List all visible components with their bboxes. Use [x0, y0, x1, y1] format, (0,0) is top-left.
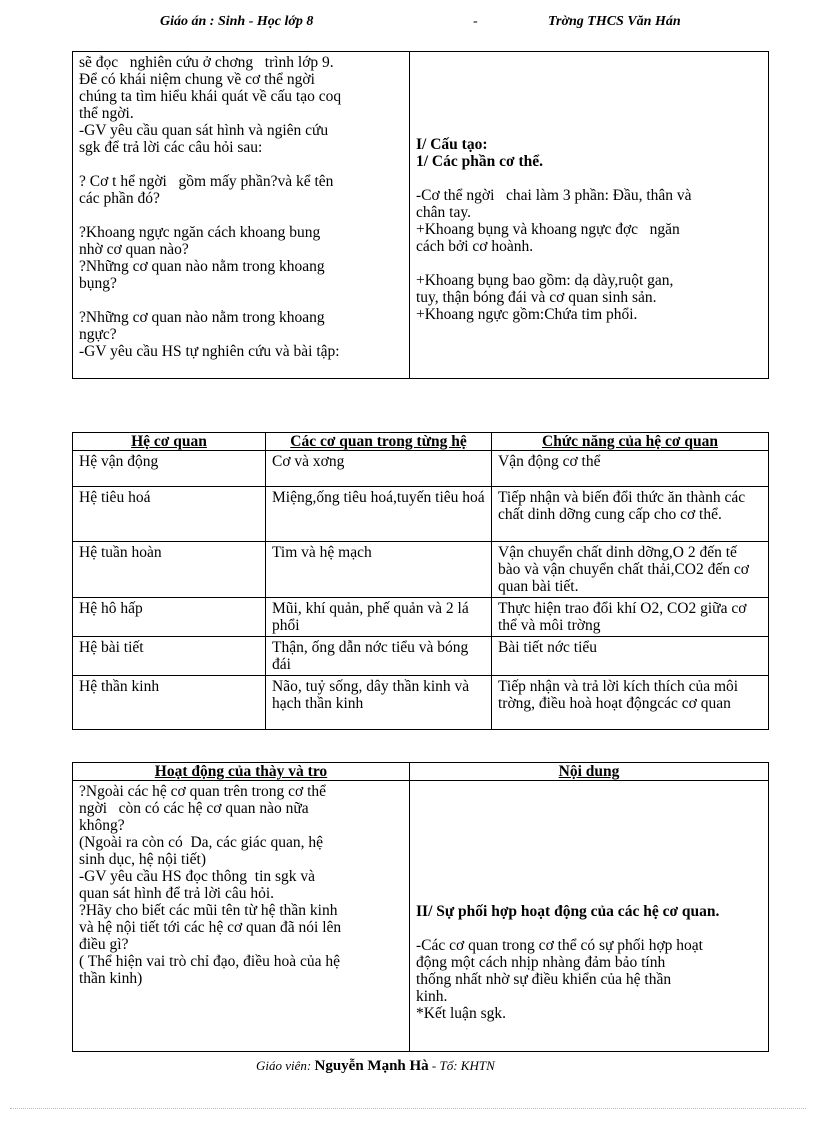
- system-cell: Hệ vận động: [73, 451, 266, 487]
- organs-cell: Thận, ống dẫn nớc tiểu và bóng đái: [266, 637, 492, 676]
- table-row: [73, 598, 769, 637]
- text-line: ngực?: [79, 326, 117, 343]
- organs-cell: Mũi, khí quản, phế quản và 2 lá phổi: [266, 598, 492, 637]
- system-cell: Hệ tuần hoàn: [73, 542, 266, 598]
- text-line: thể ngời.: [79, 105, 134, 122]
- function-cell: Thực hiện trao đổi khí O2, CO2 giữa cơ thể và môi trờng: [492, 598, 769, 637]
- text-line: Để có khái niệm chung về cơ thể ngời: [79, 71, 315, 88]
- table-row: [73, 637, 769, 676]
- text-line: -GV yêu cầu quan sát hình và ngiên cứu: [79, 122, 329, 139]
- text-line: ? Cơ t hể ngời gồm mấy phần?và kể tên: [79, 173, 334, 190]
- footer-dept: - Tổ: KHTN: [431, 1058, 495, 1073]
- text-line: +Khoang bụng bao gồm: dạ dày,ruột gan,: [416, 272, 674, 289]
- teacher-name: Nguyễn Mạnh Hà: [314, 1058, 429, 1074]
- text-line: kinh.: [416, 988, 448, 1005]
- text-line: sinh dục, hệ nội tiết): [79, 851, 206, 868]
- col-header-activities: Hoạt động của thày và tro: [73, 763, 410, 781]
- footer: [256, 1058, 495, 1075]
- text-line: [79, 156, 403, 173]
- text-line: ngời còn có các hệ cơ quan nào nữa: [79, 800, 309, 817]
- text-line: [79, 207, 403, 224]
- text-line: không?: [79, 817, 125, 834]
- text-line: thống nhất nhờ sự điều khiển của hệ thần: [416, 971, 672, 988]
- text-line: sẽ đọc nghiên cứu ở chơng trình lớp 9.: [79, 54, 334, 71]
- text-line: cách bởi cơ hoành.: [416, 238, 534, 255]
- organs-cell: Não, tuỷ sống, dây thần kinh và hạch thần kinh: [266, 676, 492, 730]
- text-line: chúng ta tìm hiểu khái quát về cấu tạo coq: [79, 88, 342, 105]
- text-line: điều gì?: [79, 936, 129, 953]
- content-cell: [410, 52, 769, 379]
- text-line: [79, 292, 403, 309]
- page-bottom-border: [10, 1108, 806, 1109]
- text-line: -GV yêu cầu HS tự nghiên cứu và bài tập:: [79, 343, 340, 360]
- col-header-function: Chức năng của hệ cơ quan: [492, 433, 769, 451]
- text-line: +Khoang ngực gồm:Chứa tim phổi.: [416, 306, 638, 323]
- text-line: ?Ngoài các hệ cơ quan trên trong cơ thể: [79, 783, 327, 800]
- header-subject: Giáo án : Sinh - Học lớp 8: [160, 14, 314, 29]
- text-line: các phần đó?: [79, 190, 160, 207]
- teacher-activities-text: [79, 783, 403, 987]
- text-line: *Kết luận sgk.: [416, 1005, 506, 1022]
- system-cell: Hệ bài tiết: [73, 637, 266, 676]
- text-line: động một cách nhịp nhàng đảm bảo tính: [416, 954, 666, 971]
- organs-cell: Miệng,ống tiêu hoá,tuyến tiêu hoá: [266, 487, 492, 542]
- organs-cell: Cơ và xơng: [266, 451, 492, 487]
- text-line: thần kinh): [79, 970, 143, 987]
- text-line: tuy, thận bóng đái và cơ quan sinh sản.: [416, 289, 657, 306]
- col-header-organs: Các cơ quan trong từng hệ: [266, 433, 492, 451]
- text-line: chân tay.: [416, 204, 471, 221]
- table-row: [73, 487, 769, 542]
- text-line: (Ngoài ra còn có Da, các giác quan, hệ: [79, 834, 324, 851]
- content-text: [416, 187, 762, 323]
- text-line: ( Thể hiện vai trò chỉ đạo, điều hoà của hệ: [79, 953, 340, 970]
- text-line: ?Những cơ quan nào nằm trong khoang: [79, 309, 325, 326]
- table-row: [73, 542, 769, 598]
- text-line: -Cơ thể ngời chai làm 3 phần: Đầu, thân và: [416, 187, 692, 204]
- subsection-heading-body-parts: 1/ Các phần cơ thể.: [416, 153, 543, 170]
- lesson-section-2: [72, 762, 769, 1052]
- teacher-activities-text: [79, 54, 403, 360]
- system-cell: Hệ tiêu hoá: [73, 487, 266, 542]
- text-line: ?Khoang ngực ngăn cách khoang bung: [79, 224, 321, 241]
- header-separator: -: [473, 14, 478, 29]
- system-cell: Hệ thần kinh: [73, 676, 266, 730]
- table-row: [73, 451, 769, 487]
- function-cell: Bài tiết nớc tiểu: [492, 637, 769, 676]
- col-header-content: Nội dung: [410, 763, 769, 781]
- text-line: quan sát hình để trả lời câu hỏi.: [79, 885, 275, 902]
- function-cell: Tiếp nhận và trả lời kích thích của môi trờng, điều hoà hoạt độngcác cơ quan: [492, 676, 769, 730]
- text-line: nhờ cơ quan nào?: [79, 241, 189, 258]
- text-line: -GV yêu cầu HS đọc thông tin sgk và: [79, 868, 316, 885]
- text-line: +Khoang bụng và khoang ngực đợc ngăn: [416, 221, 680, 238]
- content-text: [416, 937, 762, 1022]
- section-heading-structure: I/ Cấu tạo:: [416, 136, 488, 153]
- table-row: [73, 676, 769, 730]
- text-line: -Các cơ quan trong cơ thể có sự phối hợp hoạt: [416, 937, 703, 954]
- organ-systems-table: [72, 432, 769, 730]
- function-cell: Vận động cơ thể: [492, 451, 769, 487]
- lesson-section-1: [72, 51, 769, 379]
- text-line: [416, 255, 762, 272]
- system-cell: Hệ hô hấp: [73, 598, 266, 637]
- content-cell: [410, 781, 769, 1052]
- text-line: và hệ nội tiết tới các hệ cơ quan đã nói lên: [79, 919, 342, 936]
- text-line: bụng?: [79, 275, 117, 292]
- teacher-activities-cell: [73, 52, 410, 379]
- col-header-system: Hệ cơ quan: [73, 433, 266, 451]
- organs-cell: Tim và hệ mạch: [266, 542, 492, 598]
- function-cell: Vận chuyển chất dinh dỡng,O 2 đến tế bào và vận chuyển chất thải,CO2 đến cơ quan bài tiết.: [492, 542, 769, 598]
- teacher-activities-cell: [73, 781, 410, 1052]
- text-line: ?Những cơ quan nào nằm trong khoang: [79, 258, 325, 275]
- footer-label: Giáo viên:: [256, 1058, 312, 1073]
- section-heading-coordination: II/ Sự phối hợp hoạt động của các hệ cơ quan.: [416, 903, 720, 920]
- function-cell: Tiếp nhận và biến đổi thức ăn thành các chất dinh dỡng cung cấp cho cơ thể.: [492, 487, 769, 542]
- text-line: sgk để trả lời các câu hỏi sau:: [79, 139, 263, 156]
- text-line: ?Hãy cho biết các mũi tên từ hệ thần kinh: [79, 902, 338, 919]
- header-school: Trờng THCS Văn Hán: [548, 14, 681, 29]
